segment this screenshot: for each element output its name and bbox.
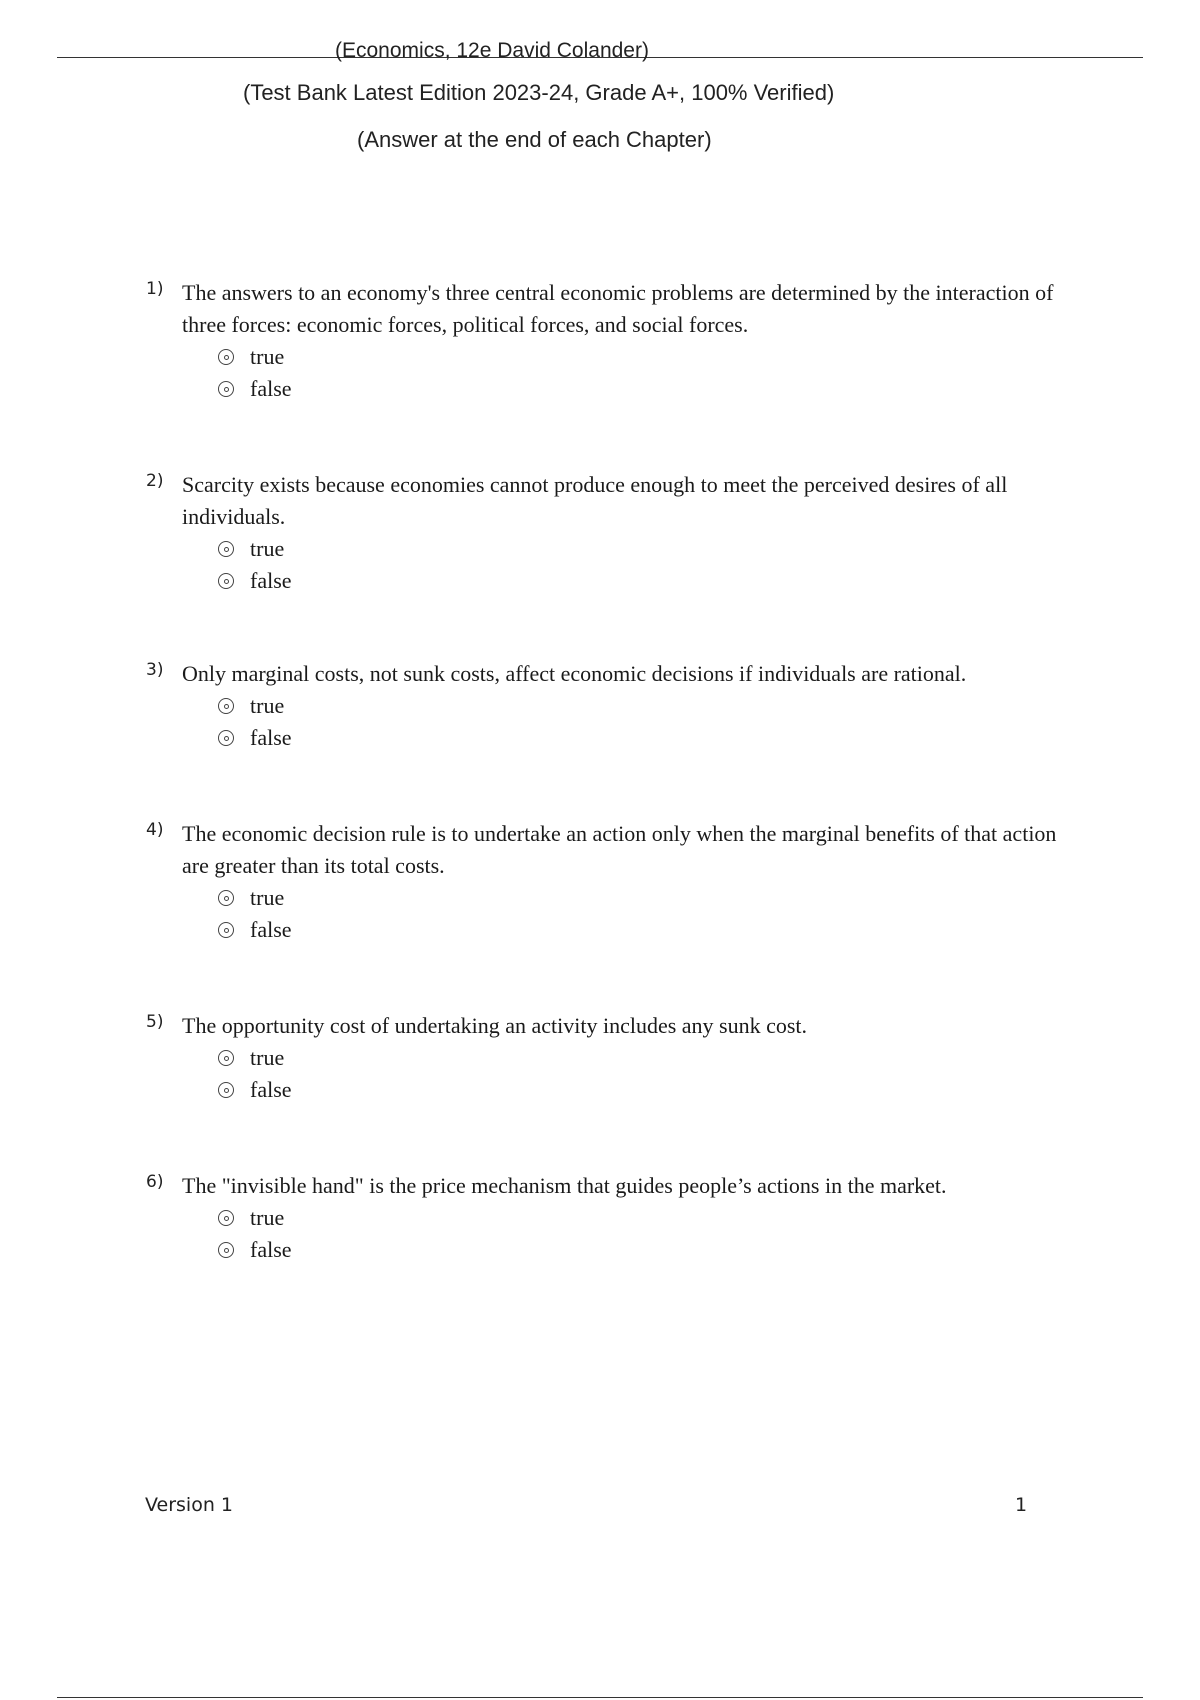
option-false[interactable] [218, 1234, 1088, 1266]
option-false[interactable] [218, 565, 1088, 597]
question-number: 2) [146, 471, 164, 491]
radio-icon[interactable] [218, 1050, 234, 1066]
option-label: true [250, 536, 285, 561]
answer-options [218, 1042, 1088, 1106]
page-number: 1 [1015, 1494, 1028, 1516]
question-text: The opportunity cost of undertaking an activity includes any sunk cost. [182, 1013, 808, 1038]
option-label: false [250, 725, 292, 750]
question-2 [138, 469, 1088, 597]
option-label: true [250, 1045, 285, 1070]
document-subtitle: (Test Bank Latest Edition 2023-24, Grade A+, 100% Verified) [243, 80, 835, 105]
question-6 [138, 1170, 1088, 1266]
document-title: (Economics, 12e David Colander) [335, 39, 649, 62]
document-note: (Answer at the end of each Chapter) [357, 127, 712, 152]
option-label: true [250, 1205, 285, 1230]
radio-icon[interactable] [218, 381, 234, 397]
question-number: 4) [146, 820, 164, 840]
answer-options [218, 341, 1088, 405]
option-false[interactable] [218, 722, 1088, 754]
question-text: Scarcity exists because economies cannot produce enough to meet the perceived desires of all individuals. [182, 472, 1008, 529]
option-label: false [250, 376, 292, 401]
question-5 [138, 1010, 1088, 1106]
option-false[interactable] [218, 373, 1088, 405]
question-4 [138, 818, 1088, 946]
question-text: The "invisible hand" is the price mechanism that guides people’s actions in the market. [182, 1173, 947, 1198]
option-true[interactable] [218, 533, 1088, 565]
radio-icon[interactable] [218, 1210, 234, 1226]
radio-icon[interactable] [218, 541, 234, 557]
option-label: false [250, 568, 292, 593]
radio-icon[interactable] [218, 573, 234, 589]
answer-options [218, 533, 1088, 597]
option-true[interactable] [218, 1202, 1088, 1234]
option-true[interactable] [218, 690, 1088, 722]
answer-options [218, 690, 1088, 754]
question-number: 3) [146, 660, 164, 680]
question-3 [138, 658, 1088, 754]
radio-icon[interactable] [218, 1242, 234, 1258]
radio-icon[interactable] [218, 1082, 234, 1098]
answer-options [218, 882, 1088, 946]
option-true[interactable] [218, 882, 1088, 914]
question-number: 5) [146, 1012, 164, 1032]
radio-icon[interactable] [218, 698, 234, 714]
option-false[interactable] [218, 914, 1088, 946]
question-1 [138, 277, 1088, 405]
question-number: 1) [146, 279, 164, 299]
radio-icon[interactable] [218, 349, 234, 365]
question-text: The answers to an economy's three central economic problems are determined by the interaction of three forces: economic forces, political forces, and social forces. [182, 280, 1054, 337]
option-false[interactable] [218, 1074, 1088, 1106]
question-text: The economic decision rule is to undertake an action only when the marginal benefits of that action are greater than its total costs. [182, 821, 1057, 878]
radio-icon[interactable] [218, 890, 234, 906]
footer-version: Version 1 [145, 1494, 233, 1516]
option-label: false [250, 917, 292, 942]
option-label: true [250, 344, 285, 369]
radio-icon[interactable] [218, 922, 234, 938]
option-label: true [250, 693, 285, 718]
radio-icon[interactable] [218, 730, 234, 746]
answer-options [218, 1202, 1088, 1266]
option-true[interactable] [218, 341, 1088, 373]
question-number: 6) [146, 1172, 164, 1192]
question-text: Only marginal costs, not sunk costs, affect economic decisions if individuals are rational. [182, 661, 967, 686]
option-label: false [250, 1077, 292, 1102]
option-label: true [250, 885, 285, 910]
bottom-rule [57, 1697, 1143, 1698]
option-label: false [250, 1237, 292, 1262]
option-true[interactable] [218, 1042, 1088, 1074]
